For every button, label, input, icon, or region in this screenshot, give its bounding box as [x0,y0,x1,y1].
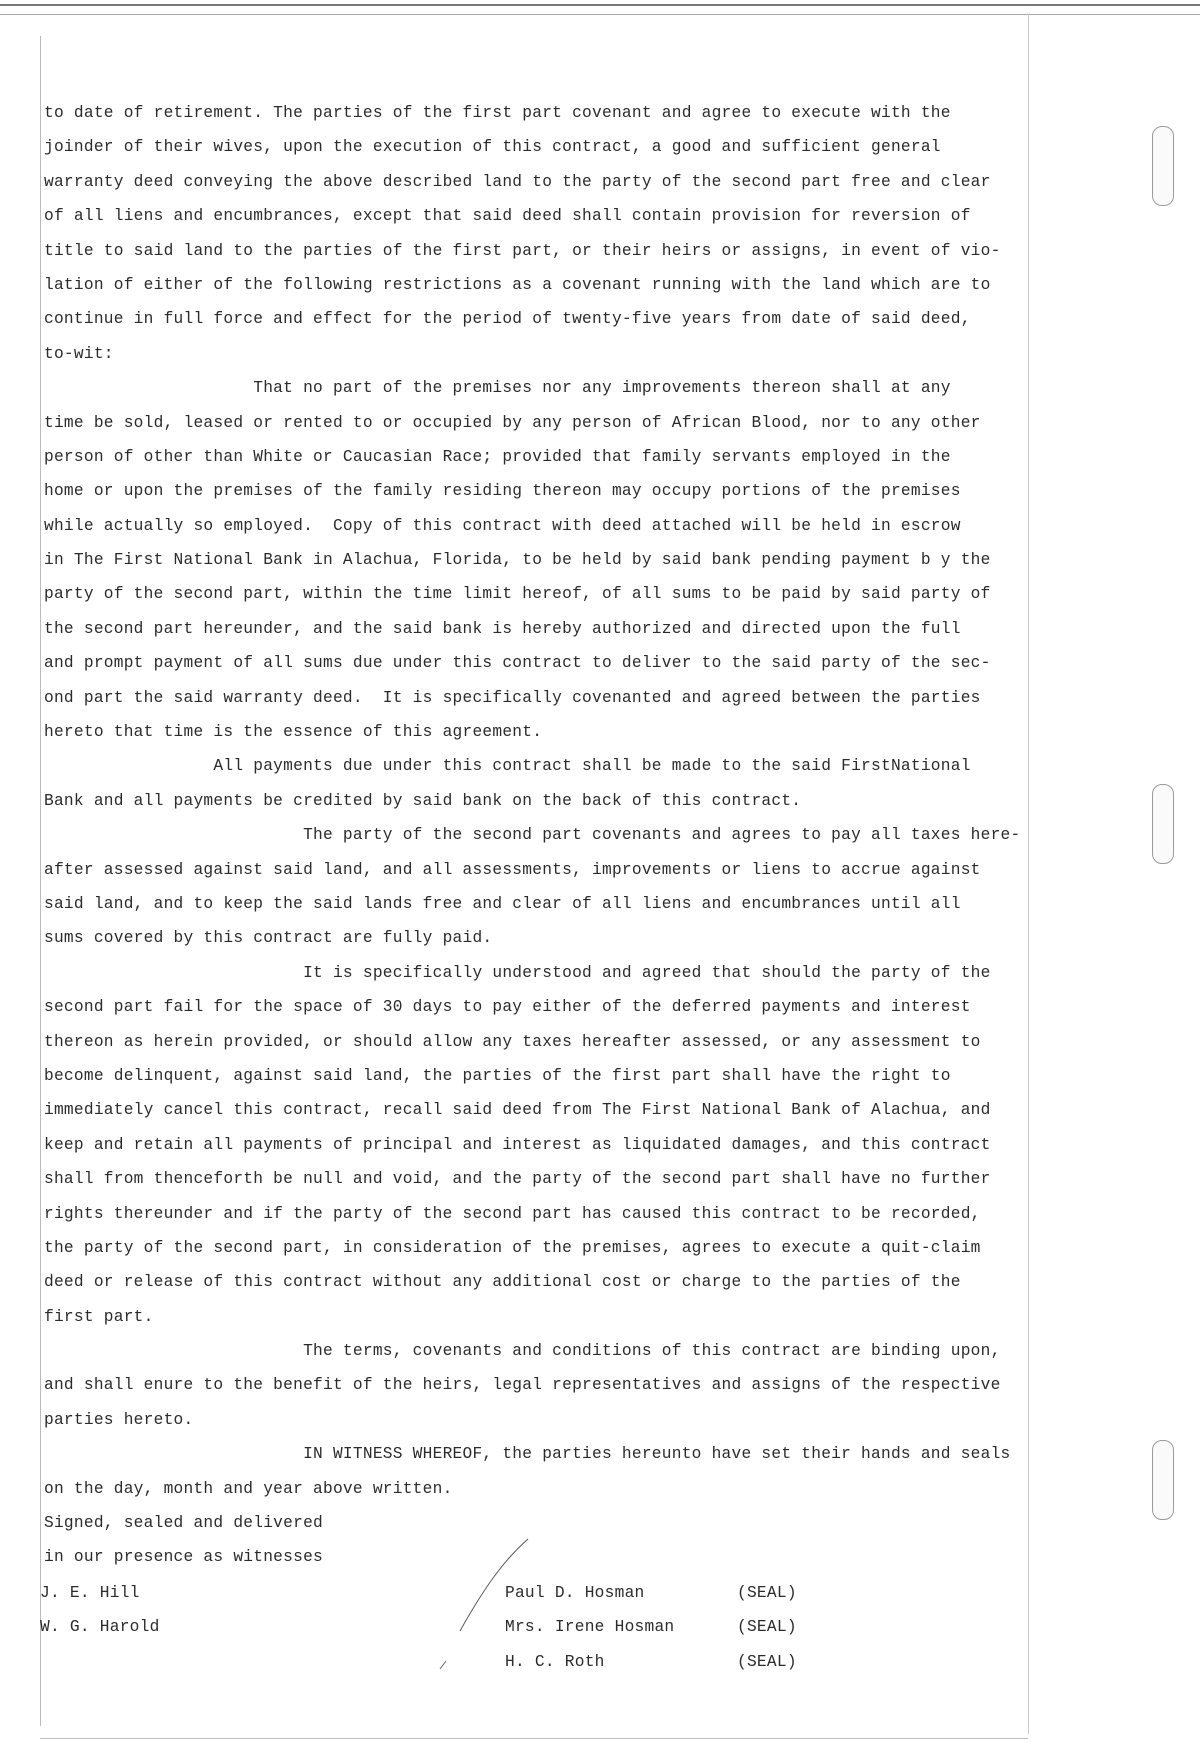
text-line: All payments due under this contract shall be made to the said FirstNational [44,757,971,776]
text-line: the second part hereunder, and the said bank is hereby authorized and directed upon the full [44,619,961,638]
text-line: lation of either of the following restrictions as a covenant running with the land which are to [44,275,991,294]
seal-label: (SEAL) [737,1652,797,1671]
text-line: said land, and to keep the said lands free and clear of all liens and encumbrances until all [44,894,961,913]
text-line: title to said land to the parties of the first part, or their heirs or assigns, in event of vio- [44,241,1001,260]
text-line: second part fail for the space of 30 days to pay either of the deferred payments and interest [44,998,971,1017]
text-line: ond part the said warranty deed. It is specifically covenanted and agreed between the parties [44,688,981,707]
text-line: It is specifically understood and agreed that should the party of the [44,963,991,982]
text-line: Bank and all payments be credited by said bank on the back of this contract. [44,791,802,810]
signature-block [505,1576,825,1679]
page-top-rule [0,4,1200,15]
signatory-row [505,1610,825,1644]
text-line: joinder of their wives, upon the execution of this contract, a good and sufficient general [44,138,941,157]
text-line: the party of the second part, in consideration of the premises, agrees to execute a quit-claim [44,1238,981,1257]
punch-hole-icon [1152,784,1174,864]
signatory-row [505,1576,825,1610]
text-line: Signed, sealed and delivered [44,1514,323,1533]
text-line: sums covered by this contract are fully paid. [44,929,493,948]
text-line: to-wit: [44,344,114,363]
seal-label: (SEAL) [737,1584,797,1602]
bottom-margin-line [40,1738,1028,1739]
text-line: and prompt payment of all sums due under this contract to deliver to the said party of the sec- [44,654,991,673]
text-line: while actually so employed. Copy of this contract with deed attached will be held in escrow [44,516,961,535]
text-line: The terms, covenants and conditions of this contract are binding upon, [44,1342,1001,1361]
text-line: of all liens and encumbrances, except that said deed shall contain provision for reversion of [44,207,971,226]
text-line: thereon as herein provided, or should allow any taxes hereafter assessed, or any assessment to [44,1032,981,1051]
seal-label: (SEAL) [737,1618,797,1637]
text-line: warranty deed conveying the above described land to the party of the second part free and clear [44,172,991,191]
text-line: on the day, month and year above written. [44,1479,453,1498]
text-line: shall from thenceforth be null and void, and the party of the second part shall have no further [44,1170,991,1189]
left-margin-line [40,36,41,1726]
witness-name: J. E. Hill [40,1584,140,1602]
text-line: person of other than White or Caucasian Race; provided that family servants employed in the [44,447,951,466]
text-line: parties hereto. [44,1410,194,1429]
signatory-row [505,1645,825,1679]
text-line: continue in full force and effect for the period of twenty-five years from date of said deed, [44,310,971,329]
signatory-name: H. C. Roth [505,1652,605,1671]
text-line: become delinquent, against said land, the parties of the first part shall have the right to [44,1066,951,1085]
text-line: in The First National Bank in Alachua, Florida, to be held by said bank pending payment b y the [44,551,991,570]
punch-hole-icon [1152,126,1174,206]
text-line: after assessed against said land, and all assessments, improvements or liens to accrue against [44,860,981,879]
text-line: time be sold, leased or rented to or occupied by any person of African Blood, nor to any other [44,413,981,432]
witness-list [40,1576,340,1645]
punch-hole-icon [1152,1440,1174,1520]
text-line: home or upon the premises of the family residing thereon may occupy portions of the premises [44,482,961,501]
text-line: deed or release of this contract without any additional cost or charge to the parties of the [44,1273,961,1292]
contract-body-text [44,96,1044,1575]
text-line: immediately cancel this contract, recall said deed from The First National Bank of Alachua, and [44,1101,991,1120]
text-line: keep and retain all payments of principal and interest as liquidated damages, and this contract [44,1135,991,1154]
signatory-name: Paul D. Hosman [505,1584,645,1602]
text-line: That no part of the premises nor any improvements thereon shall at any [44,379,951,398]
witness-name: W. G. Harold [40,1618,160,1637]
text-line: and shall enure to the benefit of the heirs, legal representatives and assigns of the respective [44,1376,1001,1395]
text-line: to date of retirement. The parties of the first part covenant and agree to execute with the [44,104,951,122]
text-line: in our presence as witnesses [44,1548,323,1567]
text-line: first part. [44,1307,154,1326]
text-line: rights thereunder and if the party of the second part has caused this contract to be recorded, [44,1204,981,1223]
text-line: IN WITNESS WHEREOF, the parties hereunto have set their hands and seals [44,1445,1011,1464]
text-line: The party of the second part covenants and agrees to pay all taxes here- [44,826,1021,845]
signatory-name: Mrs. Irene Hosman [505,1618,675,1637]
text-line: hereto that time is the essence of this agreement. [44,723,543,742]
text-line: party of the second part, within the time limit hereof, of all sums to be paid by said party of [44,585,991,604]
